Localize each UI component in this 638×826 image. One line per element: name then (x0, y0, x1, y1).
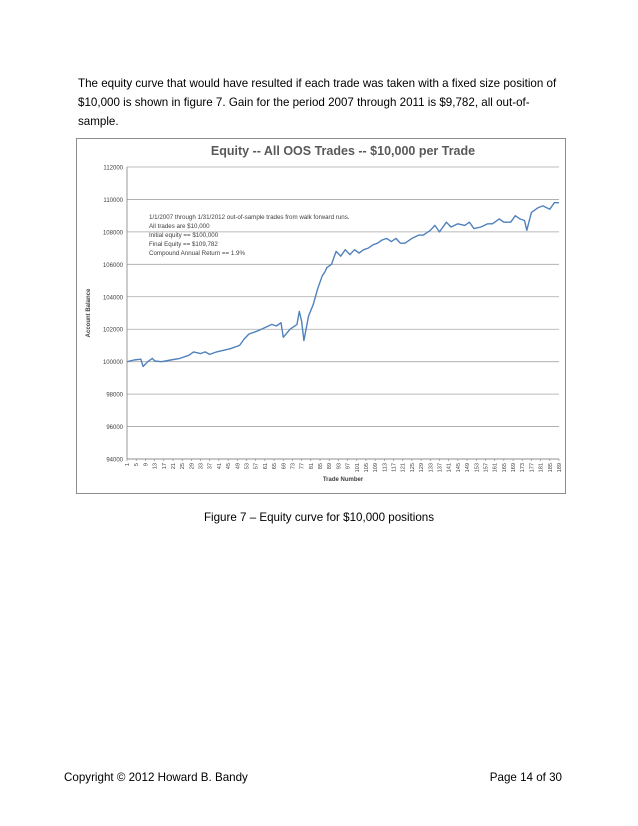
x-tick-label: 141 (446, 463, 453, 473)
x-tick-label: 5 (134, 463, 141, 467)
x-tick-label: 113 (382, 463, 389, 472)
chart-annotation-line: Final Equity == $109,782 (149, 241, 218, 248)
y-tick-label: 108000 (102, 230, 123, 237)
x-tick-label: 149 (465, 463, 472, 473)
x-tick-label: 45 (226, 463, 233, 470)
x-tick-label: 117 (391, 463, 398, 472)
x-tick-label: 93 (336, 463, 343, 470)
equity-chart-svg (77, 139, 565, 493)
chart-annotation-line: All trades are $10,000 (149, 223, 210, 230)
x-tick-label: 129 (419, 463, 426, 473)
x-tick-label: 161 (492, 463, 499, 473)
x-tick-label: 145 (455, 463, 462, 473)
x-tick-label: 49 (235, 463, 242, 470)
x-tick-label: 181 (538, 463, 545, 473)
x-tick-label: 125 (409, 463, 416, 473)
x-tick-label: 169 (511, 463, 518, 473)
chart-title: Equity -- All OOS Trades -- $10,000 per Trade (210, 144, 476, 158)
equity-chart (76, 138, 566, 494)
y-tick-label: 110000 (103, 197, 123, 204)
x-tick-label: 165 (501, 463, 508, 473)
chart-annotation-line: Initial equity == $100,000 (149, 232, 219, 239)
x-tick-label: 89 (327, 463, 334, 470)
y-tick-label: 100000 (102, 360, 123, 367)
x-tick-label: 177 (529, 463, 536, 473)
x-tick-label: 1 (125, 463, 131, 467)
y-tick-label: 104000 (102, 295, 123, 302)
intro-text: The equity curve that would have resulted if each trade was taken with a fixed size position of $10,000 is shown in figure 7. Gain for the period 2007 through 2011 is $9,782, all out-of-sample. (78, 77, 557, 128)
x-tick-label: 73 (290, 463, 297, 470)
x-tick-label: 173 (520, 463, 527, 473)
x-tick-label: 33 (198, 463, 205, 470)
chart-annotation-line: 1/1/2007 through 1/31/2012 out-of-sample trades from walk forward runs. (149, 214, 350, 221)
x-tick-label: 41 (216, 463, 223, 470)
x-tick-label: 81 (308, 463, 315, 470)
y-tick-label: 96000 (106, 425, 123, 432)
x-tick-label: 37 (207, 463, 214, 470)
chart-annotation-line: Compound Annual Return == 1.9% (149, 250, 245, 257)
x-tick-label: 185 (547, 463, 554, 473)
y-tick-label: 98000 (106, 392, 123, 399)
y-tick-label: 102000 (102, 327, 123, 334)
x-tick-label: 9 (143, 463, 150, 467)
x-tick-label: 61 (262, 463, 269, 470)
x-tick-label: 133 (428, 463, 435, 473)
x-tick-label: 101 (354, 463, 361, 473)
x-tick-label: 25 (180, 463, 187, 470)
x-tick-label: 53 (244, 463, 251, 470)
x-tick-label: 57 (253, 463, 260, 470)
x-tick-label: 105 (363, 463, 370, 473)
figure-caption: Figure 7 – Equity curve for $10,000 positions (203, 511, 435, 524)
x-tick-label: 97 (345, 463, 352, 470)
x-tick-label: 121 (400, 463, 407, 473)
x-tick-label: 157 (483, 463, 490, 473)
x-tick-label: 69 (281, 463, 288, 470)
intro-paragraph (78, 74, 568, 131)
footer-copyright: Copyright © 2012 Howard B. Bandy (64, 771, 248, 784)
x-tick-label: 17 (161, 463, 168, 470)
x-tick-label: 137 (437, 463, 444, 473)
x-tick-label: 109 (373, 463, 380, 473)
x-tick-label: 21 (170, 463, 177, 470)
x-tick-label: 29 (189, 463, 196, 470)
x-tick-label: 13 (152, 463, 159, 470)
y-tick-label: 106000 (102, 262, 123, 269)
x-tick-label: 153 (474, 463, 481, 473)
x-tick-label: 85 (318, 463, 325, 470)
x-tick-label: 189 (557, 463, 563, 473)
y-tick-label: 94000 (106, 457, 123, 464)
y-axis-title: Account Balance (86, 288, 92, 338)
x-axis-title: Trade Number (322, 477, 364, 483)
x-tick-label: 65 (272, 463, 279, 470)
y-tick-label: 112000 (103, 165, 123, 172)
x-tick-label: 77 (299, 463, 306, 470)
footer-page-number: Page 14 of 30 (489, 771, 562, 784)
